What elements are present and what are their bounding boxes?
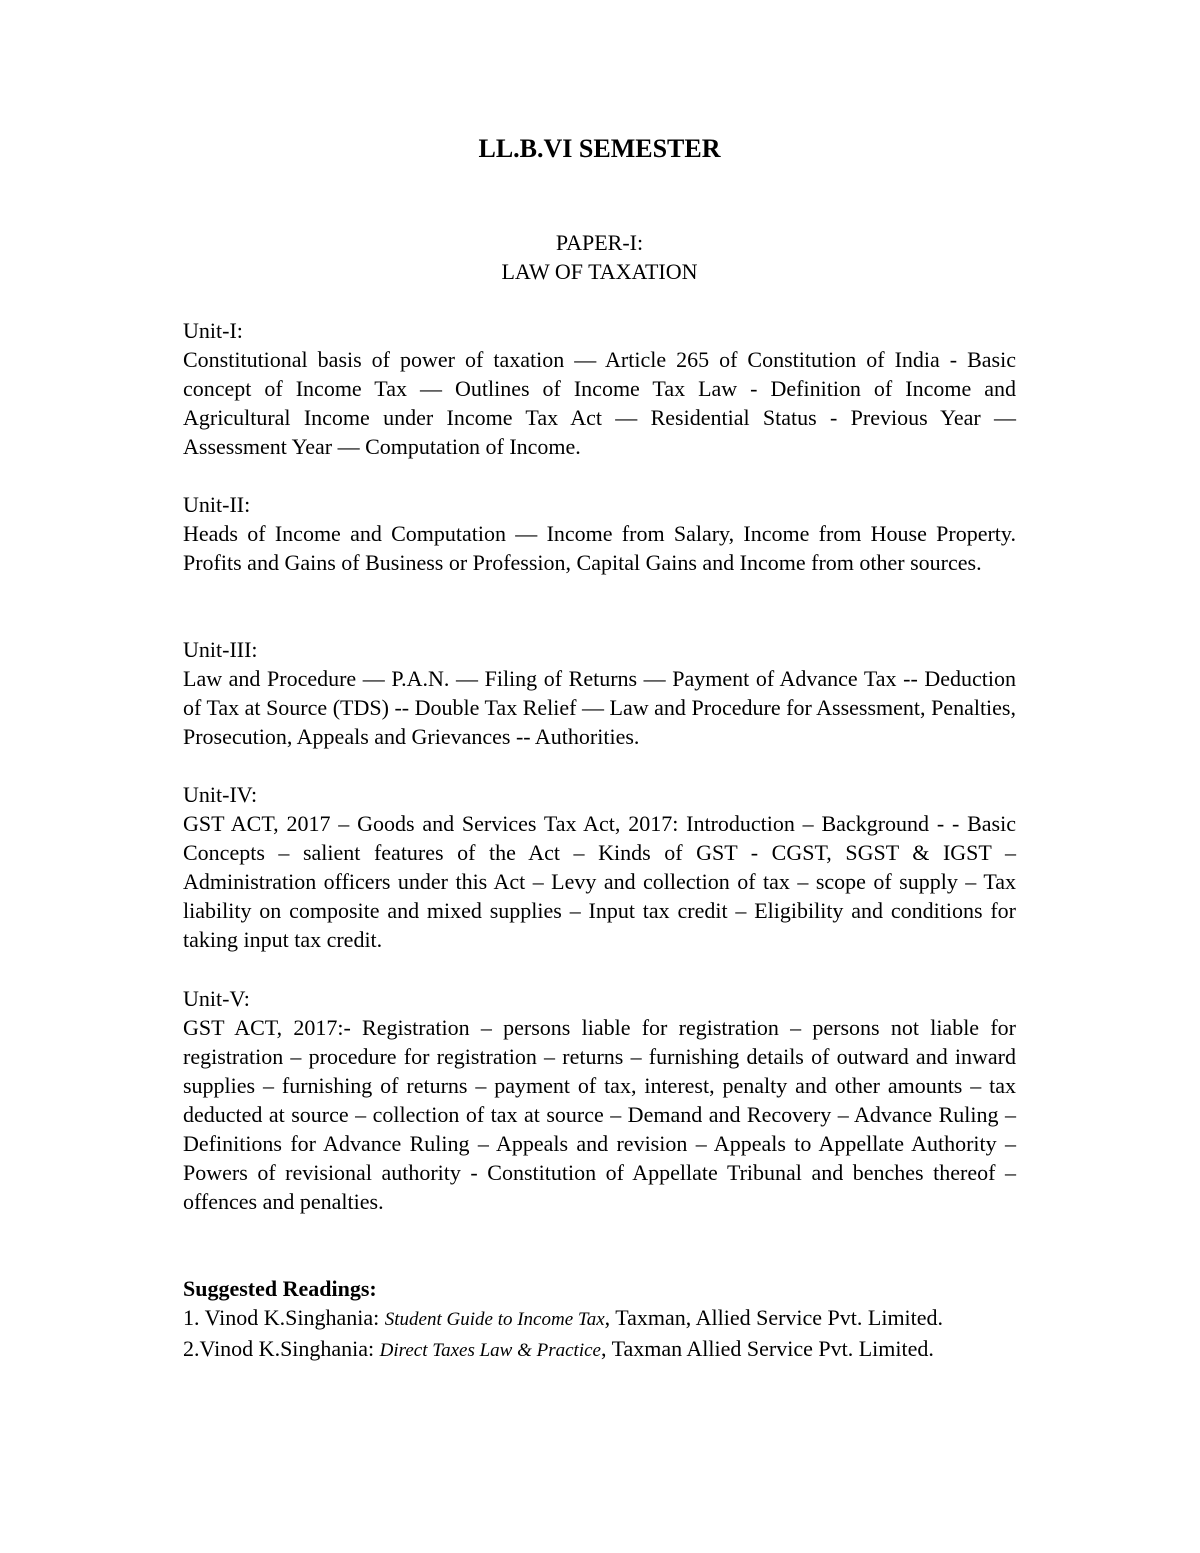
- reading-item: [183, 1334, 1016, 1365]
- unit-body: Law and Procedure — P.A.N. — Filing of Returns — Payment of Advance Tax -- Deduction of Tax at Source (TDS) -- Double Tax Relief — Law and Procedure for Assessment, Penalties, Prosecution, Appeals and Grievances -- Authorities.: [183, 666, 1016, 749]
- suggested-readings: [183, 1274, 1016, 1365]
- reading-book-title: Student Guide to Income Tax: [384, 1309, 605, 1330]
- unit-3: [183, 635, 1016, 751]
- unit-heading: Unit-II:: [183, 492, 251, 517]
- paper-header: [183, 228, 1016, 286]
- unit-heading: Unit-V:: [183, 986, 250, 1011]
- reading-author: 1. Vinod K.Singhania:: [183, 1305, 385, 1330]
- reading-book-title: Direct Taxes Law & Practice: [379, 1340, 601, 1361]
- reading-item: [183, 1303, 1016, 1334]
- page-title: LL.B.VI SEMESTER: [478, 134, 721, 163]
- unit-1: [183, 316, 1016, 461]
- unit-heading: Unit-IV:: [183, 782, 258, 807]
- unit-4: [183, 780, 1016, 954]
- unit-body: Constitutional basis of power of taxation — Article 265 of Constitution of India - Basic concept of Income Tax — Outlines of Income Tax Law - Definition of Income and Agricultural Income under Income Tax Act — Residential Status - Previous Year — Assessment Year — Computation of Income.: [183, 347, 1016, 459]
- readings-heading: Suggested Readings:: [183, 1276, 377, 1301]
- unit-body: GST ACT, 2017:- Registration – persons liable for registration – persons not liable for registration – procedure for registration – returns – furnishing details of outward and inward supplies – furnishing of returns – payment of tax, interest, penalty and other amounts – tax deducted at source – collection of tax at source – Demand and Recovery – Advance Ruling – Definitions for Advance Ruling – Appeals and revision – Appeals to Appellate Authority – Powers of revisional authority - Constitution of Appellate Tribunal and benches thereof – offences and penalties.: [183, 1015, 1016, 1214]
- unit-2: [183, 490, 1016, 577]
- reading-author: 2.Vinod K.Singhania:: [183, 1336, 380, 1361]
- reading-publisher: , Taxman, Allied Service Pvt. Limited.: [604, 1305, 944, 1330]
- unit-5: [183, 984, 1016, 1216]
- unit-body: GST ACT, 2017 – Goods and Services Tax Act, 2017: Introduction – Background - - Basic Concepts – salient features of the Act – Kinds of GST - CGST, SGST & IGST – Administration officers under this Act – Levy and collection of tax – scope of supply – Tax liability on composite and mixed supplies – Input tax credit – Eligibility and conditions for taking input tax credit.: [183, 811, 1016, 952]
- reading-publisher: , Taxman Allied Service Pvt. Limited.: [600, 1336, 934, 1361]
- unit-heading: Unit-I:: [183, 318, 243, 343]
- unit-heading: Unit-III:: [183, 637, 258, 662]
- paper-number: PAPER-I:: [555, 230, 644, 255]
- unit-body: Heads of Income and Computation — Income from Salary, Income from House Property. Profits and Gains of Business or Profession, Capital Gains and Income from other sources.: [183, 521, 1016, 575]
- paper-name: LAW OF TAXATION: [501, 259, 698, 284]
